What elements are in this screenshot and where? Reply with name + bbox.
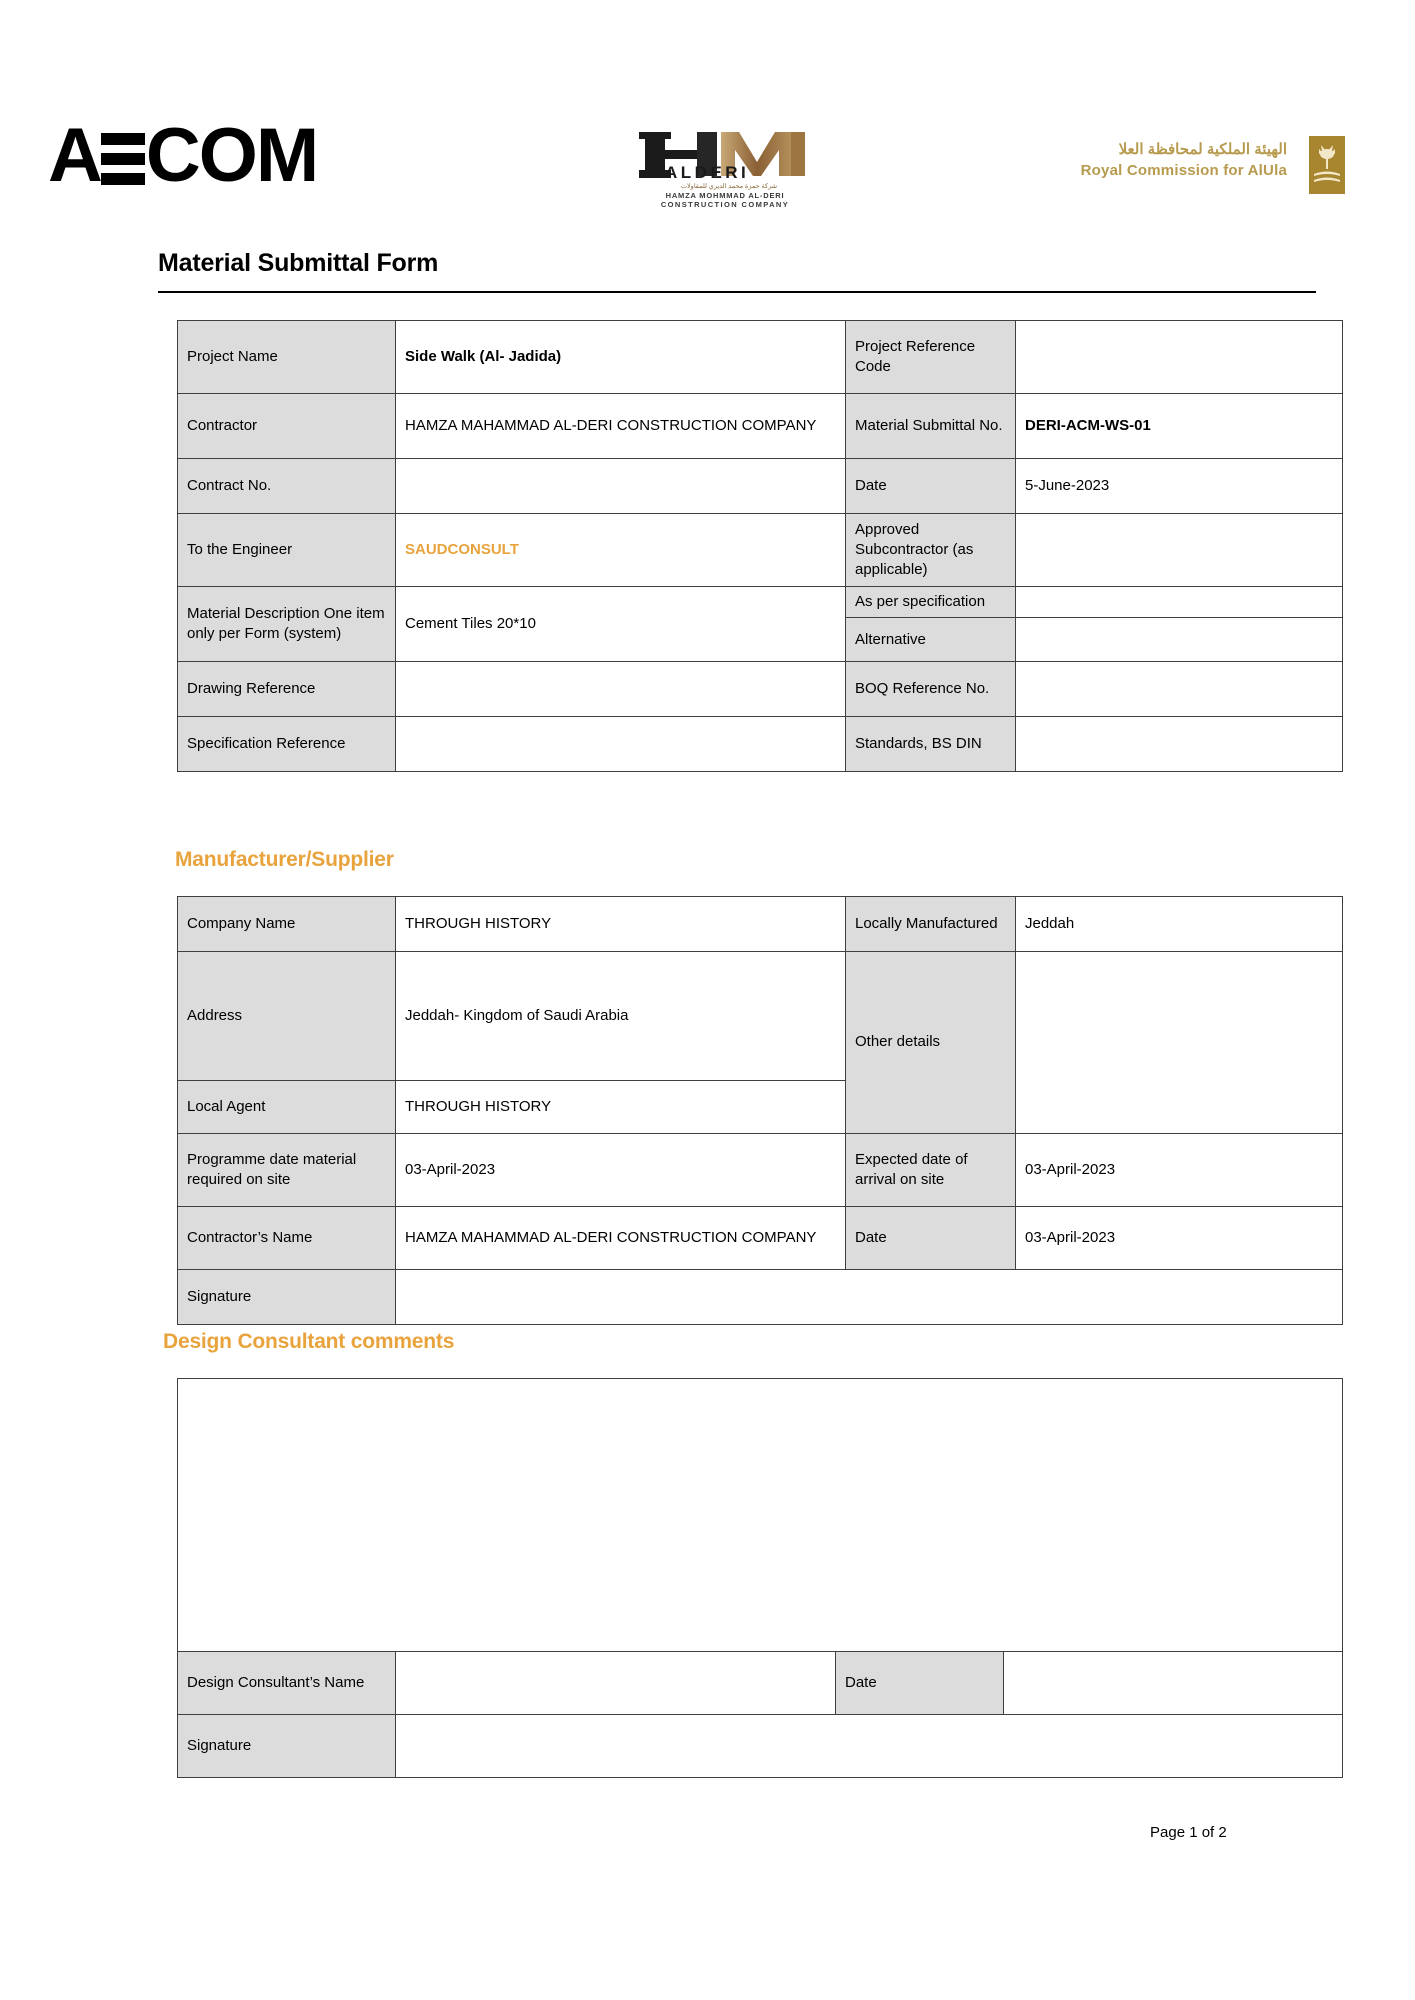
- field-label-project-reference-code: Project Reference Code: [846, 321, 1016, 394]
- field-value-programme-date[interactable]: 03-April-2023: [396, 1134, 846, 1207]
- field-value-contractor[interactable]: HAMZA MAHAMMAD AL-DERI CONSTRUCTION COMPANY: [396, 394, 846, 459]
- field-label-specification-reference: Specification Reference: [178, 717, 396, 772]
- table-row: [178, 717, 1343, 772]
- table-row: [178, 514, 1343, 587]
- hm-alderi-logo: [635, 130, 815, 210]
- field-value-to-the-engineer[interactable]: SAUDCONSULT: [396, 514, 846, 587]
- field-label-project-name: Project Name: [178, 321, 396, 394]
- field-label-local-agent: Local Agent: [178, 1081, 396, 1134]
- field-value-contractor-signature[interactable]: [396, 1270, 1343, 1325]
- field-label-contractors-name: Contractor’s Name: [178, 1207, 396, 1270]
- header-logo-band: [0, 113, 1415, 228]
- title-divider: [158, 291, 1316, 293]
- aecom-e-glyph-icon: [101, 131, 145, 187]
- material-submittal-main-table: [177, 320, 1343, 772]
- table-row: [178, 321, 1343, 394]
- field-value-design-consultant-signature[interactable]: [396, 1715, 1343, 1778]
- hm-company-line-1: HAMZA MOHMMAD AL-DERI: [665, 191, 785, 200]
- field-label-material-submittal-no: Material Submittal No.: [846, 394, 1016, 459]
- table-row: [178, 1379, 1343, 1652]
- field-value-material-submittal-no[interactable]: DERI-ACM-WS-01: [1016, 394, 1343, 459]
- field-label-drawing-reference: Drawing Reference: [178, 662, 396, 717]
- table-row: [178, 1715, 1343, 1778]
- design-consultant-comment-box[interactable]: [178, 1379, 1343, 1652]
- field-value-drawing-reference[interactable]: [396, 662, 846, 717]
- field-value-project-reference-code[interactable]: [1016, 321, 1343, 394]
- field-label-standards-bs-din: Standards, BS DIN: [846, 717, 1016, 772]
- table-row: [178, 952, 1343, 1081]
- table-row: [178, 897, 1343, 952]
- hm-company-line-2: CONSTRUCTION COMPANY: [660, 200, 790, 209]
- field-value-expected-date-of-arrival[interactable]: 03-April-2023: [1016, 1134, 1343, 1207]
- manufacturer-supplier-table: [177, 896, 1343, 1325]
- page-number-footer: Page 1 of 2: [1150, 1824, 1227, 1841]
- field-value-project-name[interactable]: Side Walk (Al- Jadida): [396, 321, 846, 394]
- table-row: [178, 662, 1343, 717]
- field-value-contractor-date[interactable]: 03-April-2023: [1016, 1207, 1343, 1270]
- field-value-design-consultant-name[interactable]: [396, 1652, 836, 1715]
- table-row: [178, 1207, 1343, 1270]
- field-label-programme-date: Programme date material required on site: [178, 1134, 396, 1207]
- field-value-contractors-name[interactable]: HAMZA MAHAMMAD AL-DERI CONSTRUCTION COMPANY: [396, 1207, 846, 1270]
- hm-wordmark: ALDERI: [665, 163, 750, 182]
- table-row: [178, 1652, 1343, 1715]
- field-value-locally-manufactured[interactable]: Jeddah: [1016, 897, 1343, 952]
- field-label-design-consultant-date: Date: [836, 1652, 1004, 1715]
- table-row: [178, 1134, 1343, 1207]
- field-label-boq-reference-no: BOQ Reference No.: [846, 662, 1016, 717]
- field-label-as-per-specification: As per specification: [846, 587, 1016, 618]
- design-consultant-comments-table: [177, 1378, 1343, 1778]
- field-value-other-details[interactable]: [1016, 952, 1343, 1134]
- field-label-company-name: Company Name: [178, 897, 396, 952]
- field-label-contractor: Contractor: [178, 394, 396, 459]
- field-label-to-the-engineer: To the Engineer: [178, 514, 396, 587]
- aecom-logo: A COM: [48, 113, 318, 198]
- field-label-contract-no: Contract No.: [178, 459, 396, 514]
- field-value-as-per-specification[interactable]: [1016, 587, 1343, 618]
- field-label-design-consultant-name: Design Consultant’s Name: [178, 1652, 396, 1715]
- field-label-expected-date-of-arrival: Expected date of arrival on site: [846, 1134, 1016, 1207]
- field-label-contractor-signature: Signature: [178, 1270, 396, 1325]
- field-value-material-description[interactable]: Cement Tiles 20*10: [396, 587, 846, 662]
- section-heading-design-consultant-comments: Design Consultant comments: [163, 1330, 455, 1353]
- royal-commission-arabic: الهيئة الملكية لمحافظة العلا: [1118, 141, 1287, 158]
- field-label-locally-manufactured: Locally Manufactured: [846, 897, 1016, 952]
- section-heading-manufacturer-supplier: Manufacturer/Supplier: [175, 848, 394, 871]
- table-row: [178, 1270, 1343, 1325]
- field-value-contract-no[interactable]: [396, 459, 846, 514]
- field-value-address[interactable]: Jeddah- Kingdom of Saudi Arabia: [396, 952, 846, 1081]
- field-label-contractor-date: Date: [846, 1207, 1016, 1270]
- hm-arabic-line: شركة حمزة محمد الديري للمقاولات: [680, 183, 778, 190]
- field-label-approved-subcontractor: Approved Subcontractor (as applicable): [846, 514, 1016, 587]
- field-value-date[interactable]: 5-June-2023: [1016, 459, 1343, 514]
- field-label-other-details: Other details: [846, 952, 1016, 1134]
- field-value-standards-bs-din[interactable]: [1016, 717, 1343, 772]
- saudi-emblem-icon: [1309, 136, 1345, 194]
- field-value-approved-subcontractor[interactable]: [1016, 514, 1343, 587]
- royal-commission-english: Royal Commission for AlUla: [1080, 162, 1287, 179]
- table-row: [178, 394, 1343, 459]
- table-row: [178, 587, 1343, 618]
- royal-commission-logo: [1055, 140, 1345, 206]
- field-value-alternative[interactable]: [1016, 618, 1343, 662]
- page-title: Material Submittal Form: [158, 249, 439, 277]
- field-value-design-consultant-date[interactable]: [1004, 1652, 1343, 1715]
- field-value-local-agent[interactable]: THROUGH HISTORY: [396, 1081, 846, 1134]
- field-label-alternative: Alternative: [846, 618, 1016, 662]
- field-label-material-description: Material Description One item only per Form (system): [178, 587, 396, 662]
- field-value-specification-reference[interactable]: [396, 717, 846, 772]
- field-label-design-consultant-signature: Signature: [178, 1715, 396, 1778]
- table-row: [178, 459, 1343, 514]
- field-value-company-name[interactable]: THROUGH HISTORY: [396, 897, 846, 952]
- field-label-address: Address: [178, 952, 396, 1081]
- field-value-boq-reference-no[interactable]: [1016, 662, 1343, 717]
- field-label-date: Date: [846, 459, 1016, 514]
